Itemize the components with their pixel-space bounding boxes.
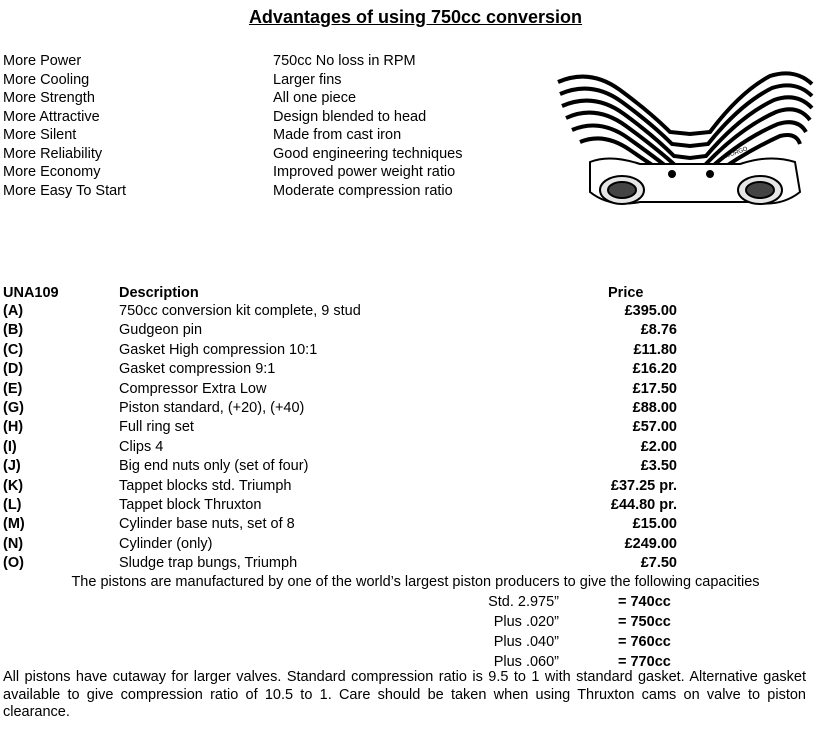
part-code: (O)	[3, 555, 24, 572]
table-row	[0, 400, 831, 419]
benefit-item: More Attractive	[3, 108, 100, 125]
part-description: Tappet blocks std. Triumph	[119, 477, 292, 494]
capacity-value: = 750cc	[618, 614, 671, 630]
benefit-item: More Reliability	[3, 145, 103, 162]
capacity-value: = 760cc	[618, 634, 671, 650]
capacity-label: Plus .040”	[493, 634, 559, 650]
part-code: (E)	[3, 380, 23, 397]
engine-stamp: MORGO	[724, 146, 749, 160]
table-row	[0, 536, 831, 555]
part-description: Sludge trap bungs, Triumph	[119, 555, 298, 572]
capacity-label: Plus .020”	[493, 614, 559, 630]
table-row	[0, 342, 831, 361]
part-price: £8.76	[640, 322, 677, 339]
advantages-benefits	[3, 52, 126, 200]
part-price: £2.00	[640, 438, 677, 455]
part-description: Clips 4	[119, 438, 164, 455]
reason-item: Design blended to head	[273, 108, 427, 125]
part-description: Piston standard, (+20), (+40)	[119, 399, 305, 416]
part-description: Cylinder base nuts, set of 8	[119, 516, 295, 533]
part-description: Gudgeon pin	[119, 322, 203, 339]
part-code: (D)	[3, 361, 24, 378]
part-price: £16.20	[632, 361, 677, 378]
part-price: £37.25 pr.	[610, 477, 677, 494]
capacity-row	[0, 594, 831, 614]
capacity-row	[0, 634, 831, 654]
reason-item: Moderate compression ratio	[273, 182, 453, 199]
part-code: (B)	[3, 322, 24, 339]
page-title: Advantages of using 750cc conversion	[248, 7, 583, 27]
part-description: 750cc conversion kit complete, 9 stud	[119, 303, 361, 319]
part-code: (C)	[3, 341, 24, 358]
reason-item: All one piece	[273, 90, 357, 106]
part-price: £44.80 pr.	[610, 496, 677, 513]
part-code: (I)	[3, 438, 17, 455]
part-code: (L)	[3, 496, 22, 513]
advantages-reasons	[273, 52, 462, 200]
engine-cylinder-icon	[550, 62, 822, 212]
benefit-item: More Silent	[3, 127, 77, 143]
capacity-value: = 770cc	[618, 654, 671, 670]
price-header: Price	[608, 285, 644, 301]
part-price: £88.00	[632, 399, 677, 416]
table-row	[0, 497, 831, 516]
benefit-item: More Power	[3, 53, 82, 69]
part-description: Cylinder (only)	[119, 535, 213, 552]
capacity-note: The pistons are manufactured by one of the world’s largest piston producers to give the following capacities	[71, 574, 760, 590]
table-row	[0, 439, 831, 458]
part-price: £11.80	[633, 341, 677, 358]
part-description: Tappet block Thruxton	[119, 496, 262, 513]
part-number: UNA109	[3, 285, 59, 301]
part-price: £249.00	[624, 535, 677, 552]
part-code: (J)	[3, 458, 21, 475]
part-description: Big end nuts only (set of four)	[119, 458, 309, 475]
part-price: £15.00	[632, 516, 677, 533]
table-row	[0, 361, 831, 380]
table-row	[0, 555, 831, 574]
reason-item: 750cc No loss in RPM	[273, 53, 416, 69]
table-row	[0, 419, 831, 438]
part-code: (A)	[3, 303, 24, 319]
part-code: (H)	[3, 419, 24, 436]
table-row	[0, 381, 831, 400]
table-row	[0, 516, 831, 535]
table-row	[0, 322, 831, 341]
capacity-list	[0, 594, 831, 674]
footer-note: All pistons have cutaway for larger valves. Standard compression ratio is 9.5 to 1 with standard gasket. Alternative gasket available to give compression ratio of 10.5 to 1. Care should be taken when using Thruxton cams on valve to piston clearance.	[3, 669, 806, 720]
reason-item: Improved power weight ratio	[273, 164, 456, 180]
capacity-label: Plus .060”	[493, 654, 559, 670]
part-price: £3.50	[640, 458, 677, 475]
description-header: Description	[119, 285, 199, 301]
reason-item: Good engineering techniques	[273, 145, 463, 162]
table-row	[0, 303, 831, 322]
part-code: (K)	[3, 477, 24, 494]
part-price: £57.00	[632, 419, 677, 436]
capacity-row	[0, 614, 831, 634]
part-description: Compressor Extra Low	[119, 380, 267, 397]
parts-list	[0, 303, 831, 574]
capacity-label: Std. 2.975”	[488, 594, 559, 610]
benefit-item: More Strength	[3, 90, 95, 106]
part-description: Gasket High compression 10:1	[119, 341, 318, 358]
benefit-item: More Easy To Start	[3, 182, 127, 199]
part-description: Gasket compression 9:1	[119, 361, 276, 378]
part-description: Full ring set	[119, 419, 194, 436]
part-code: (M)	[3, 516, 25, 533]
part-price: £7.50	[640, 555, 677, 572]
capacity-value: = 740cc	[618, 594, 671, 610]
benefit-item: More Cooling	[3, 71, 90, 88]
reason-item: Larger fins	[273, 71, 342, 88]
part-price: £17.50	[632, 380, 677, 397]
reason-item: Made from cast iron	[273, 127, 402, 143]
table-row	[0, 478, 831, 497]
part-code: (N)	[3, 535, 24, 552]
benefit-item: More Economy	[3, 164, 101, 180]
part-price: £395.00	[624, 303, 677, 319]
table-row	[0, 458, 831, 477]
part-code: (G)	[3, 399, 24, 416]
